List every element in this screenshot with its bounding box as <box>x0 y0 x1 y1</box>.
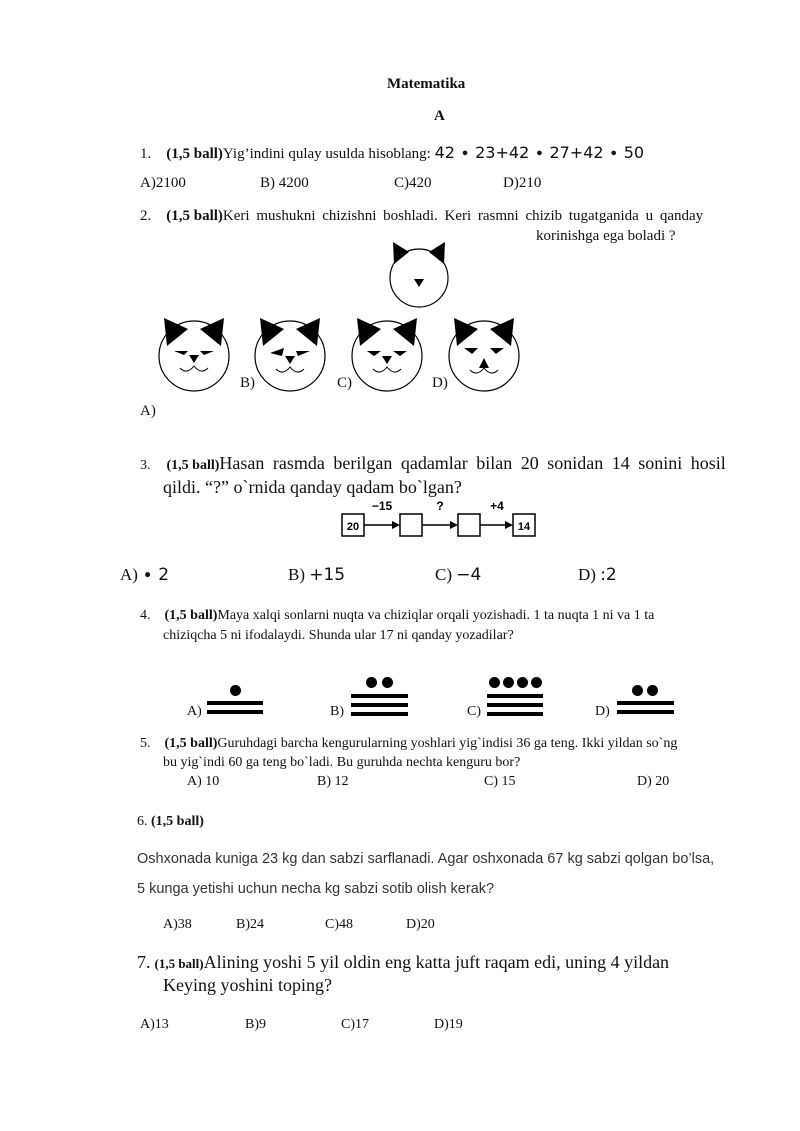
variant-label: A <box>434 108 445 124</box>
question-points: (1,5 ball) <box>166 208 223 224</box>
page-title: Matematika <box>387 76 466 92</box>
option-value: +15 <box>309 565 346 585</box>
operation-chain-diagram <box>340 496 545 544</box>
answer-option-d[interactable] <box>578 565 617 585</box>
question-number: 7. <box>137 952 151 972</box>
option-letter: B) <box>288 565 305 584</box>
question-4 <box>140 608 654 624</box>
question-points: (1,5 ball) <box>151 814 204 829</box>
answer-option-b[interactable]: B) 12 <box>317 774 349 789</box>
maya-dot <box>531 677 542 688</box>
answer-option-c[interactable]: C) <box>467 704 481 719</box>
maya-dot <box>382 677 393 688</box>
maya-bar <box>351 703 408 707</box>
question-text: Keri mushukni chizishni boshladi. Keri rasmni chizib tugatganida u qanday <box>222 208 704 224</box>
option-value: ∙ 2 <box>142 565 170 585</box>
maya-bar <box>617 701 674 705</box>
cat-option-d-icon <box>449 318 519 391</box>
question-points: (1,5 ball) <box>164 608 218 623</box>
option-value: −4 <box>456 565 482 585</box>
option-letter: C) <box>435 565 452 584</box>
question-text: Yig’indini qulay usulda hisoblang: <box>222 146 435 162</box>
question-text: Oshxonada kuniga 23 kg dan sabzi sarflanadi. Agar oshxonada 67 kg sabzi qolgan bo’lsa, <box>137 851 715 867</box>
question-text-continued: qildi. “?” o`rnida qanday qadam bo`lgan? <box>163 477 462 497</box>
maya-dot <box>489 677 500 688</box>
answer-option-c[interactable]: C)17 <box>341 1017 369 1032</box>
question-points: (1,5 ball) <box>166 146 223 162</box>
answer-option-d[interactable]: D) <box>595 704 610 719</box>
answer-option-c[interactable] <box>435 565 481 585</box>
answer-option-c[interactable]: C) <box>337 375 352 391</box>
maya-dot <box>647 685 658 696</box>
cat-option-c-icon <box>352 318 422 391</box>
option-value: :2 <box>600 565 617 585</box>
question-number: 1. <box>140 146 152 162</box>
answer-option-a[interactable] <box>120 565 169 585</box>
question-points: (1,5 ball) <box>166 458 220 473</box>
question-3 <box>140 453 726 474</box>
answer-option-c[interactable]: C)420 <box>394 175 432 191</box>
option-letter: A) <box>120 565 138 584</box>
question-text: Hasan rasmda berilgan qadamlar bilan 20 sonidan 14 sonini hosil <box>219 453 726 473</box>
question-6 <box>137 814 204 830</box>
maya-bar <box>207 710 263 714</box>
end-number: 14 <box>517 521 531 533</box>
maya-bar <box>617 710 674 714</box>
question-number: 4. <box>140 608 151 623</box>
maya-bar <box>487 712 543 716</box>
answer-option-d[interactable]: D)20 <box>406 917 435 932</box>
answer-option-a[interactable]: A)38 <box>163 917 192 932</box>
answer-option-d[interactable]: D) 20 <box>637 774 670 789</box>
question-text: Alining yoshi 5 yil oldin eng katta juft raqam edi, uning 4 yildan <box>203 952 670 972</box>
answer-option-b[interactable]: B)9 <box>245 1017 266 1032</box>
question-5 <box>140 736 677 752</box>
answer-option-a[interactable]: A)13 <box>140 1017 169 1032</box>
answer-option-a[interactable]: A)2100 <box>140 175 186 191</box>
maya-dot <box>632 685 643 696</box>
maya-dot <box>366 677 377 688</box>
answer-option-b[interactable]: B) <box>330 704 344 719</box>
question-2 <box>140 208 703 225</box>
question-points: (1,5 ball) <box>164 736 218 751</box>
maya-bar <box>351 712 408 716</box>
question-number: 5. <box>140 736 151 751</box>
step-label: +4 <box>490 499 504 513</box>
maya-bar <box>207 701 263 705</box>
question-text-continued: 5 kunga yetishi uchun necha kg sabzi sotib olish kerak? <box>137 881 495 897</box>
math-expression: 42 ∙ 23+42 ∙ 27+42 ∙ 50 <box>434 143 645 162</box>
answer-option-d[interactable]: D)210 <box>503 175 542 191</box>
question-text-continued: Keying yoshini toping? <box>163 975 332 995</box>
answer-option-d[interactable]: D)19 <box>434 1017 463 1032</box>
start-number: 20 <box>346 521 360 533</box>
answer-option-a[interactable]: A) <box>187 704 202 719</box>
answer-option-b[interactable]: B) <box>240 375 255 391</box>
answer-option-d[interactable]: D) <box>432 375 448 391</box>
step-label: −15 <box>371 499 393 513</box>
option-letter: D) <box>578 565 596 584</box>
answer-option-a[interactable]: A) <box>140 403 156 419</box>
answer-option-b[interactable]: B)24 <box>236 917 264 932</box>
question-text: Maya xalqi sonlarni nuqta va chiziqlar orqali yozishadi. 1 ta nuqta 1 ni va 1 ta <box>217 608 655 623</box>
cat-figures <box>150 238 530 398</box>
cat-option-b-icon <box>255 318 325 391</box>
unknown-step-label: ? <box>436 499 444 513</box>
maya-bar <box>351 694 408 698</box>
maya-dot <box>503 677 514 688</box>
cat-option-a-icon <box>159 318 229 391</box>
answer-option-a[interactable]: A) 10 <box>187 774 220 789</box>
maya-bar <box>487 694 543 698</box>
question-text: Guruhdagi barcha kengurularning yoshlari yig`indisi 36 ga teng. Ikki yildan so`ng <box>217 736 678 751</box>
answer-option-b[interactable]: B) 4200 <box>260 175 309 191</box>
question-text-continued: korinishga ega boladi ? <box>536 228 676 244</box>
maya-dot <box>230 685 241 696</box>
question-1 <box>140 143 644 163</box>
maya-bar <box>487 703 543 707</box>
maya-dot <box>517 677 528 688</box>
answer-option-b[interactable] <box>288 565 345 585</box>
question-text-continued: chiziqcha 5 ni ifodalaydi. Shunda ular 17 ni qanday yozadilar? <box>163 628 514 643</box>
answer-option-c[interactable]: C)48 <box>325 917 353 932</box>
question-number: 3. <box>140 458 151 473</box>
question-number: 6. <box>137 814 148 829</box>
answer-option-c[interactable]: C) 15 <box>484 774 516 789</box>
cat-template-icon <box>390 242 448 307</box>
question-points: (1,5 ball) <box>154 956 204 971</box>
question-number: 2. <box>140 208 152 224</box>
question-7 <box>137 952 669 973</box>
question-text-continued: bu yig`indi 60 ga teng bo`ladi. Bu guruhda nechta kenguru bor? <box>163 755 521 770</box>
